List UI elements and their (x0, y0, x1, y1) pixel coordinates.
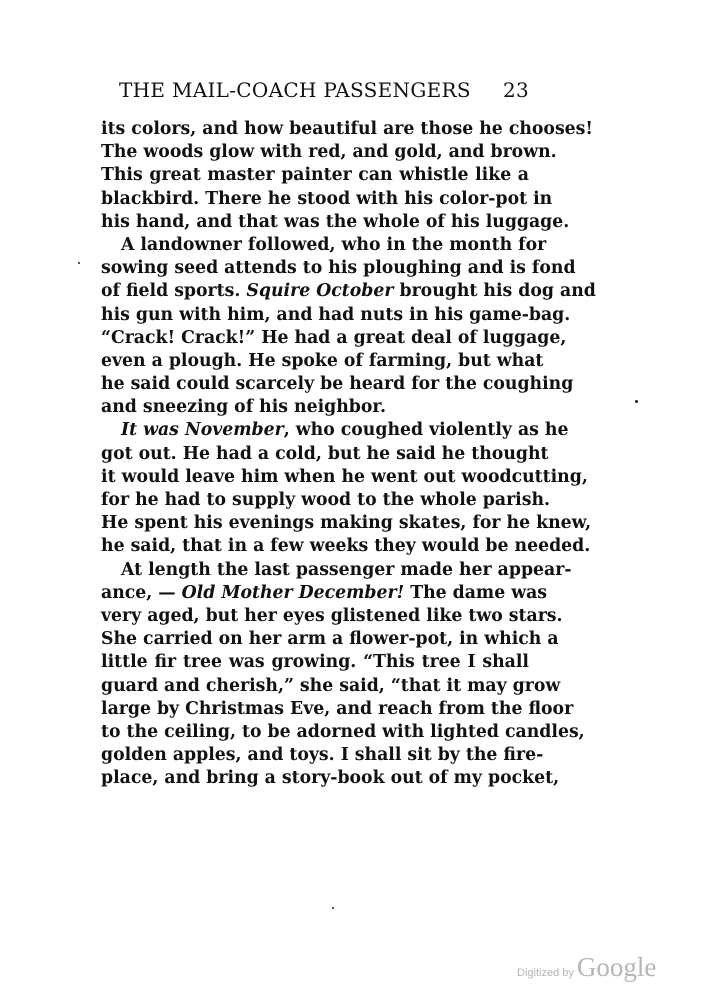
text-run: even a plough. He spoke of farming, but what (101, 350, 544, 371)
text-run: he said, that in a few weeks they would be needed. (101, 536, 591, 557)
digitized-watermark (517, 952, 656, 983)
watermark-prefix: Digitized by (517, 967, 574, 979)
text-line (101, 211, 570, 234)
text-run: guard and cherish,” she said, “that it may grow (101, 675, 561, 696)
text-line (101, 744, 544, 767)
text-run: , who coughed violently as he (283, 420, 569, 441)
text-run: very aged, but her eyes glistened like two stars. (101, 605, 563, 626)
text-run: he said could scarcely be heard for the coughing (101, 374, 574, 395)
text-line (101, 327, 567, 350)
body-text (101, 118, 596, 790)
text-line (101, 559, 572, 582)
running-title: THE MAIL-COACH PASSENGERS (119, 78, 471, 102)
text-line (101, 582, 548, 605)
italic-text: It was November (121, 420, 284, 441)
text-line (101, 698, 574, 721)
text-line (101, 535, 591, 558)
scan-speck (332, 907, 334, 909)
text-run: his hand, and that was the whole of his luggage. (101, 211, 570, 232)
text-run: He spent his evenings making skates, for he knew, (101, 513, 592, 534)
text-run: brought his dog and (393, 281, 596, 302)
text-run: large by Christmas Eve, and reach from the floor (101, 698, 574, 719)
text-run: sowing seed attends to his ploughing and is fond (101, 258, 576, 279)
text-run: This great master painter can whistle like a (101, 165, 529, 186)
text-line (101, 721, 585, 744)
text-line (101, 164, 529, 187)
google-logo: Google (576, 952, 657, 982)
text-line (101, 767, 560, 790)
text-line (101, 118, 593, 141)
text-run: his gun with him, and had nuts in his game-bag. (101, 304, 571, 325)
text-line (101, 605, 563, 628)
text-line (101, 257, 576, 280)
scan-speck (635, 400, 638, 403)
text-line (101, 280, 596, 303)
text-line (101, 141, 557, 164)
text-line (101, 489, 551, 512)
italic-text: Squire October (246, 281, 394, 302)
text-line (101, 466, 588, 489)
page-number: 23 (502, 78, 529, 102)
text-run: of field sports. (101, 281, 247, 302)
text-line (101, 675, 561, 698)
text-line (101, 304, 571, 327)
text-run: and sneezing of his neighbor. (101, 397, 386, 418)
text-run: its colors, and how beautiful are those he chooses! (101, 119, 593, 139)
text-run: The dame was (404, 582, 548, 603)
running-header (119, 78, 529, 102)
scan-speck (78, 262, 80, 264)
text-run: to the ceiling, to be adorned with lighted candles, (101, 721, 585, 742)
text-run: “Crack! Crack!” He had a great deal of luggage, (101, 327, 567, 348)
text-line (101, 443, 549, 466)
text-run: ance, — (101, 582, 182, 603)
text-run: place, and bring a story-book out of my pocket, (101, 768, 560, 789)
text-run: The woods glow with red, and gold, and brown. (101, 142, 557, 163)
text-run: blackbird. There he stood with his color-pot in (101, 188, 553, 209)
text-line (101, 373, 574, 396)
text-line (101, 651, 529, 674)
italic-text: Old Mother December! (181, 582, 405, 603)
text-line (101, 234, 547, 257)
text-run: She carried on her arm a flower-pot, in which a (101, 629, 559, 650)
text-run: golden apples, and toys. I shall sit by the fire- (101, 745, 544, 766)
text-run: it would leave him when he went out woodcutting, (101, 466, 588, 487)
text-run: for he had to supply wood to the whole parish. (101, 490, 551, 510)
text-line (101, 419, 569, 442)
text-run: got out. He had a cold, but he said he thought (101, 443, 549, 464)
text-line (101, 512, 592, 535)
text-line (101, 188, 553, 211)
text-run: A landowner followed, who in the month for (121, 234, 547, 255)
text-run: little fir tree was growing. “This tree I shall (101, 652, 529, 673)
text-line (101, 396, 529, 419)
text-line (101, 350, 544, 373)
text-run: At length the last passenger made her appear- (121, 559, 572, 580)
text-line (101, 628, 559, 651)
